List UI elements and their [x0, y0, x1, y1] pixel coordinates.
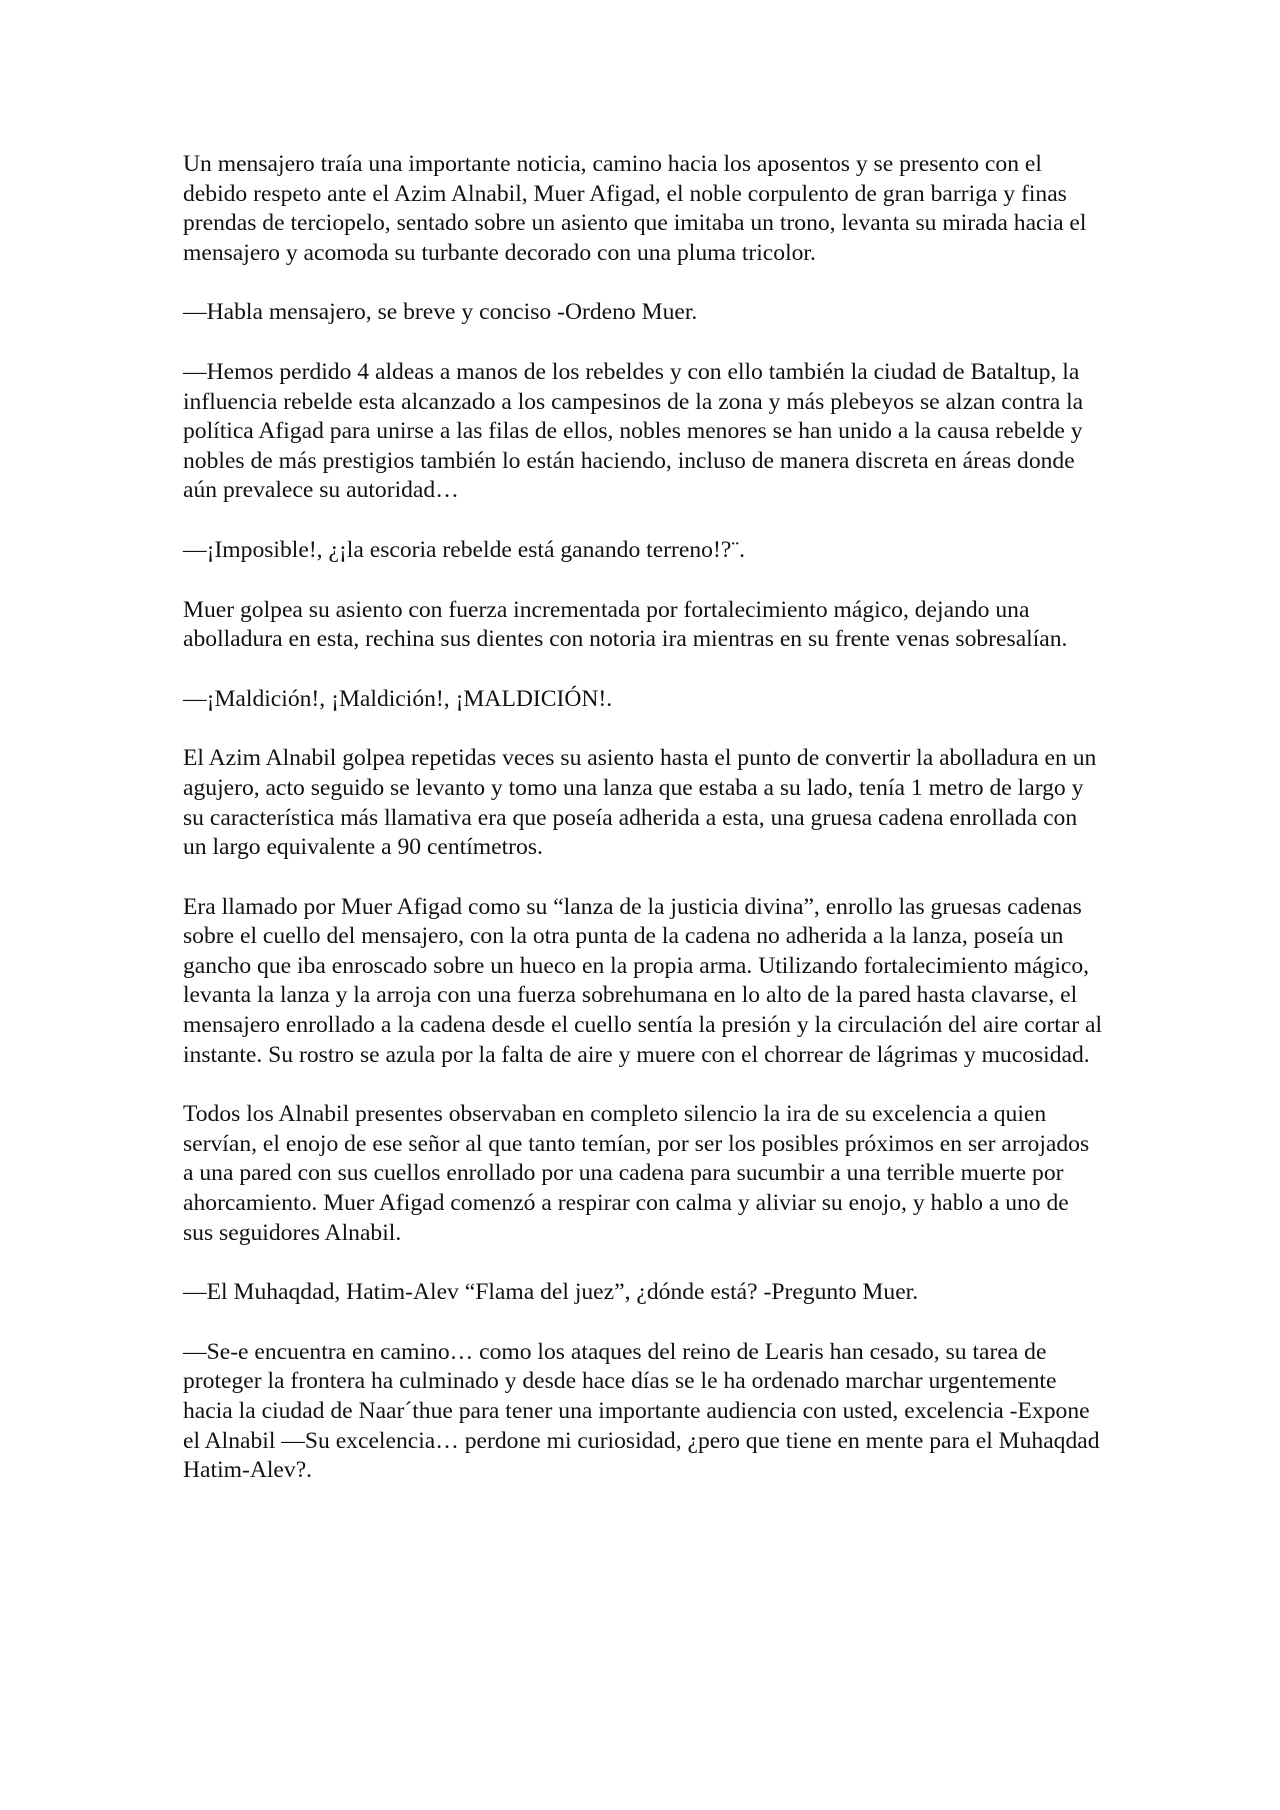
- paragraph: —¡Maldición!, ¡Maldición!, ¡MALDICIÓN!.: [183, 685, 613, 712]
- paragraph: —Hemos perdido 4 aldeas a manos de los rebeldes y con ello también la ciudad de Bataltup, la influencia rebelde esta alcanzado a los campesinos de la zona y más plebeyos se alzan contra la política Afigad para unirse a las filas de ellos, nobles menores se han unido a la causa rebelde y nobles de más prestigios también lo están haciendo, incluso de manera discreta en áreas donde aún prevalece su autoridad…: [183, 358, 1084, 504]
- paragraph: —Se-e encuentra en camino… como los ataques del reino de Learis han cesado, su tarea de proteger la frontera ha culminado y desde hace días se le ha ordenado marchar urgentemente hacia la ciudad de Naar´thue para tener una importante audiencia con usted, excelencia -Expone el Alnabil —Su excelencia… perdone mi curiosidad, ¿pero que tiene en mente para el Muhaqdad Hatim-Alev?.: [183, 1338, 1100, 1484]
- document-body: [183, 150, 1103, 1516]
- paragraph: —Habla mensajero, se breve y conciso -Ordeno Muer.: [183, 299, 698, 326]
- paragraph: Todos los Alnabil presentes observaban en completo silencio la ira de su excelencia a quien servían, el enojo de ese señor al que tanto temían, por ser los posibles próximos en ser arrojados a una pared con sus cuellos enrollado por una cadena para sucumbir a una terrible muerte por ahorcamiento. Muer Afigad comenzó a respirar con calma y aliviar su enojo, y hablo a uno de sus seguidores Alnabil.: [183, 1101, 1090, 1246]
- paragraph: —¡Imposible!, ¿¡la escoria rebelde está ganando terreno!?¨.: [183, 536, 746, 563]
- paragraph: Era llamado por Muer Afigad como su “lanza de la justicia divina”, enrollo las gruesas cadenas sobre el cuello del mensajero, con la otra punta de la cadena no adherida a la lanza, poseía un gancho que iba enroscado sobre un hueco en la propia arma. Utilizando fortalecimiento mágico, levanta la lanza y la arroja con una fuerza sobrehumana en lo alto de la pared hasta clavarse, el mensajero enrollado a la cadena desde el cuello sentía la presión y la circulación del aire cortar al instante. Su rostro se azula por la falta de aire y muere con el chorrear de lágrimas y mucosidad.: [183, 893, 1103, 1068]
- paragraph: Un mensajero traía una importante noticia, camino hacia los aposentos y se presento con el debido respeto ante el Azim Alnabil, Muer Afigad, el noble corpulento de gran barriga y finas prendas de terciopelo, sentado sobre un asiento que imitaba un trono, levanta su mirada hacia el mensajero y acomoda su turbante decorado con una pluma tricolor.: [183, 151, 1087, 266]
- paragraph: Muer golpea su asiento con fuerza incrementada por fortalecimiento mágico, dejando una abolladura en esta, rechina sus dientes con notoria ira mientras en su frente venas sobresalían.: [183, 596, 1068, 653]
- paragraph: —El Muhaqdad, Hatim-Alev “Flama del juez”, ¿dónde está? -Pregunto Muer.: [183, 1279, 919, 1306]
- paragraph: El Azim Alnabil golpea repetidas veces su asiento hasta el punto de convertir la abolladura en un agujero, acto seguido se levanto y tomo una lanza que estaba a su lado, tenía 1 metro de largo y su característica más llamativa era que poseía adherida a esta, una gruesa cadena enrollada con un largo equivalente a 90 centímetros.: [183, 745, 1097, 861]
